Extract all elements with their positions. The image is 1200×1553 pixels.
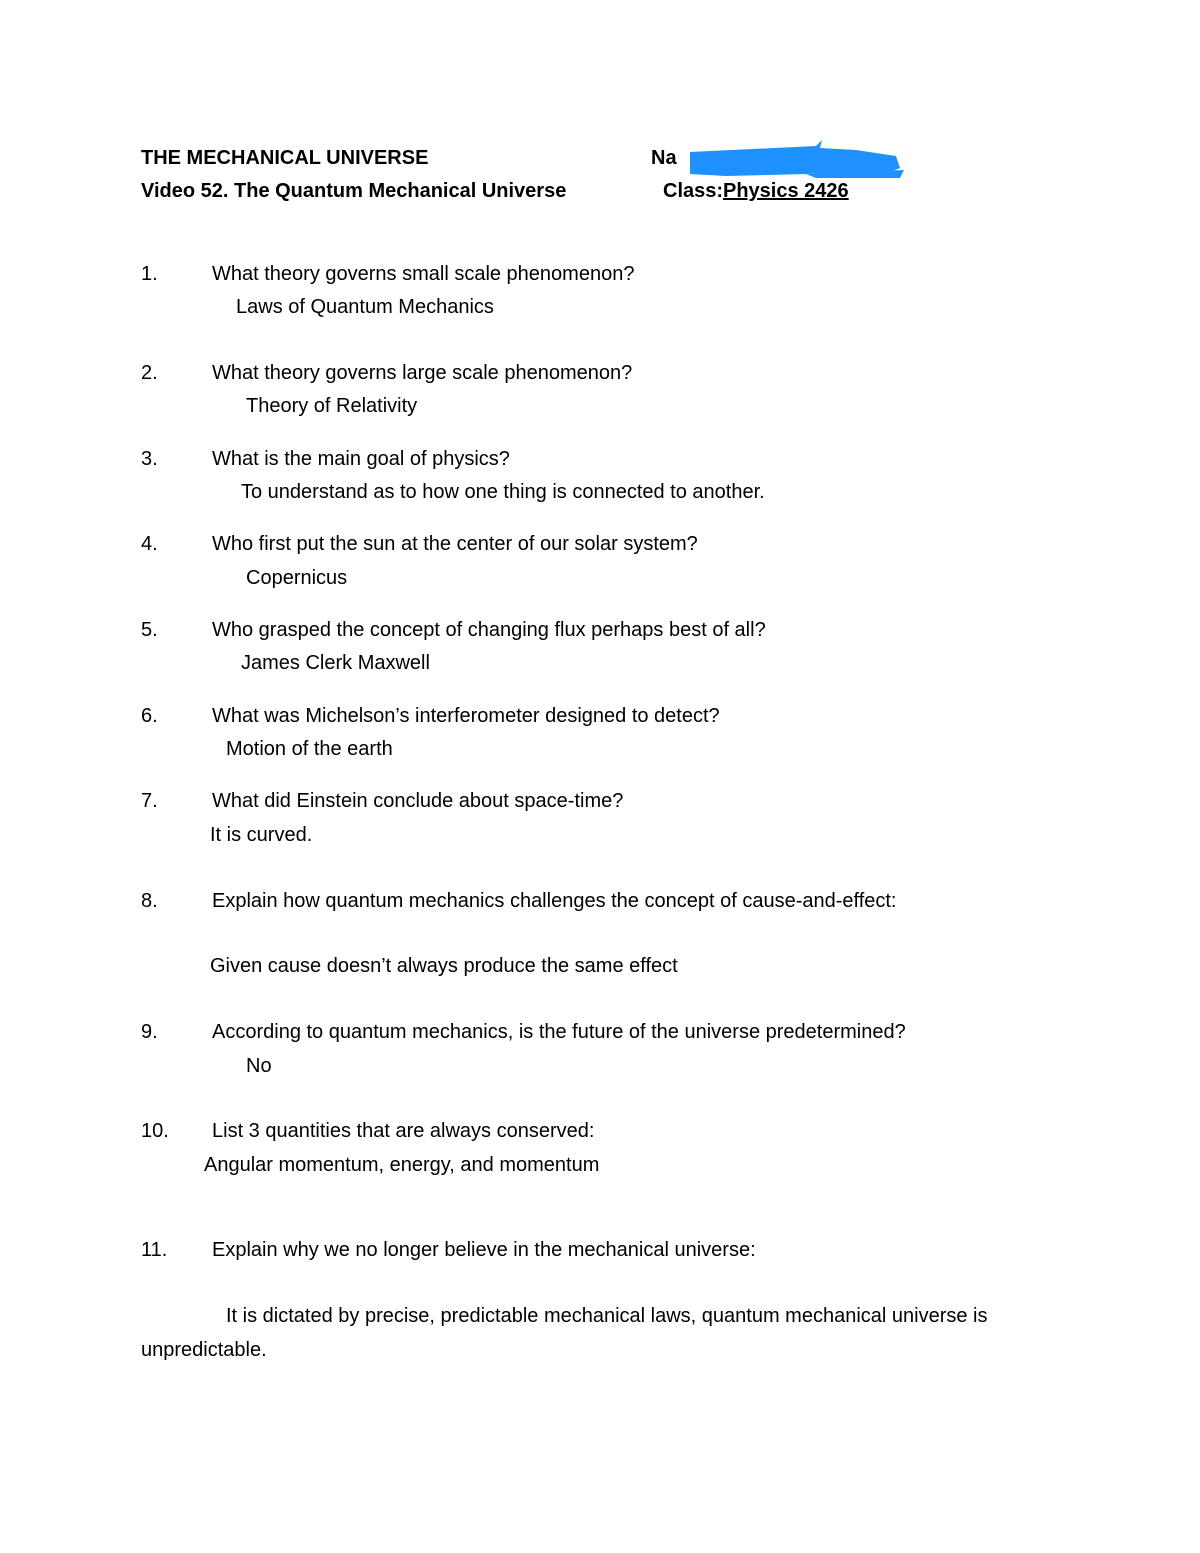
question-text: What theory governs large scale phenomenon? [212,362,633,384]
answer-text-continued: unpredictable. [141,1339,267,1361]
question-number: 8. [141,890,158,912]
question-number: 7. [141,790,158,812]
answer-text: To understand as to how one thing is connected to another. [241,481,765,503]
answer-text: Motion of the earth [226,738,393,760]
answer-text: Given cause doesn’t always produce the same effect [210,955,678,977]
name-label: Na [651,147,677,169]
question-text: What did Einstein conclude about space-time? [212,790,624,812]
question-number: 9. [141,1021,158,1043]
question-number: 11. [141,1239,168,1261]
question-number: 1. [141,263,158,285]
question-text: Explain why we no longer believe in the mechanical universe: [212,1239,756,1261]
document-title: THE MECHANICAL UNIVERSE [141,147,429,169]
video-title: Video 52. The Quantum Mechanical Universe [141,180,567,202]
question-number: 3. [141,448,158,470]
question-text: According to quantum mechanics, is the future of the universe predetermined? [212,1021,906,1043]
answer-text: No [246,1055,272,1077]
question-number: 4. [141,533,158,555]
class-label: Class: [663,180,724,202]
question-number: 2. [141,362,158,384]
question-number: 5. [141,619,158,641]
question-text: Explain how quantum mechanics challenges the concept of cause-and-effect: [212,890,897,912]
answer-text: Angular momentum, energy, and momentum [204,1154,600,1176]
answer-text: James Clerk Maxwell [241,652,430,674]
answer-text: It is dictated by precise, predictable mechanical laws, quantum mechanical universe is [226,1305,988,1327]
question-number: 10. [141,1120,169,1142]
question-text: Who grasped the concept of changing flux perhaps best of all? [212,619,766,641]
question-number: 6. [141,705,158,727]
answer-text: Theory of Relativity [246,395,418,417]
class-value: Physics 2426 [723,180,849,202]
question-text: List 3 quantities that are always conserved: [212,1120,595,1142]
question-text: What theory governs small scale phenomenon? [212,263,635,285]
redaction-mark [686,138,906,180]
question-text: What is the main goal of physics? [212,448,510,470]
question-text: What was Michelson’s interferometer designed to detect? [212,705,720,727]
answer-text: Laws of Quantum Mechanics [236,296,494,318]
answer-text: It is curved. [210,824,313,846]
question-text: Who first put the sun at the center of our solar system? [212,533,698,555]
answer-text: Copernicus [246,567,348,589]
